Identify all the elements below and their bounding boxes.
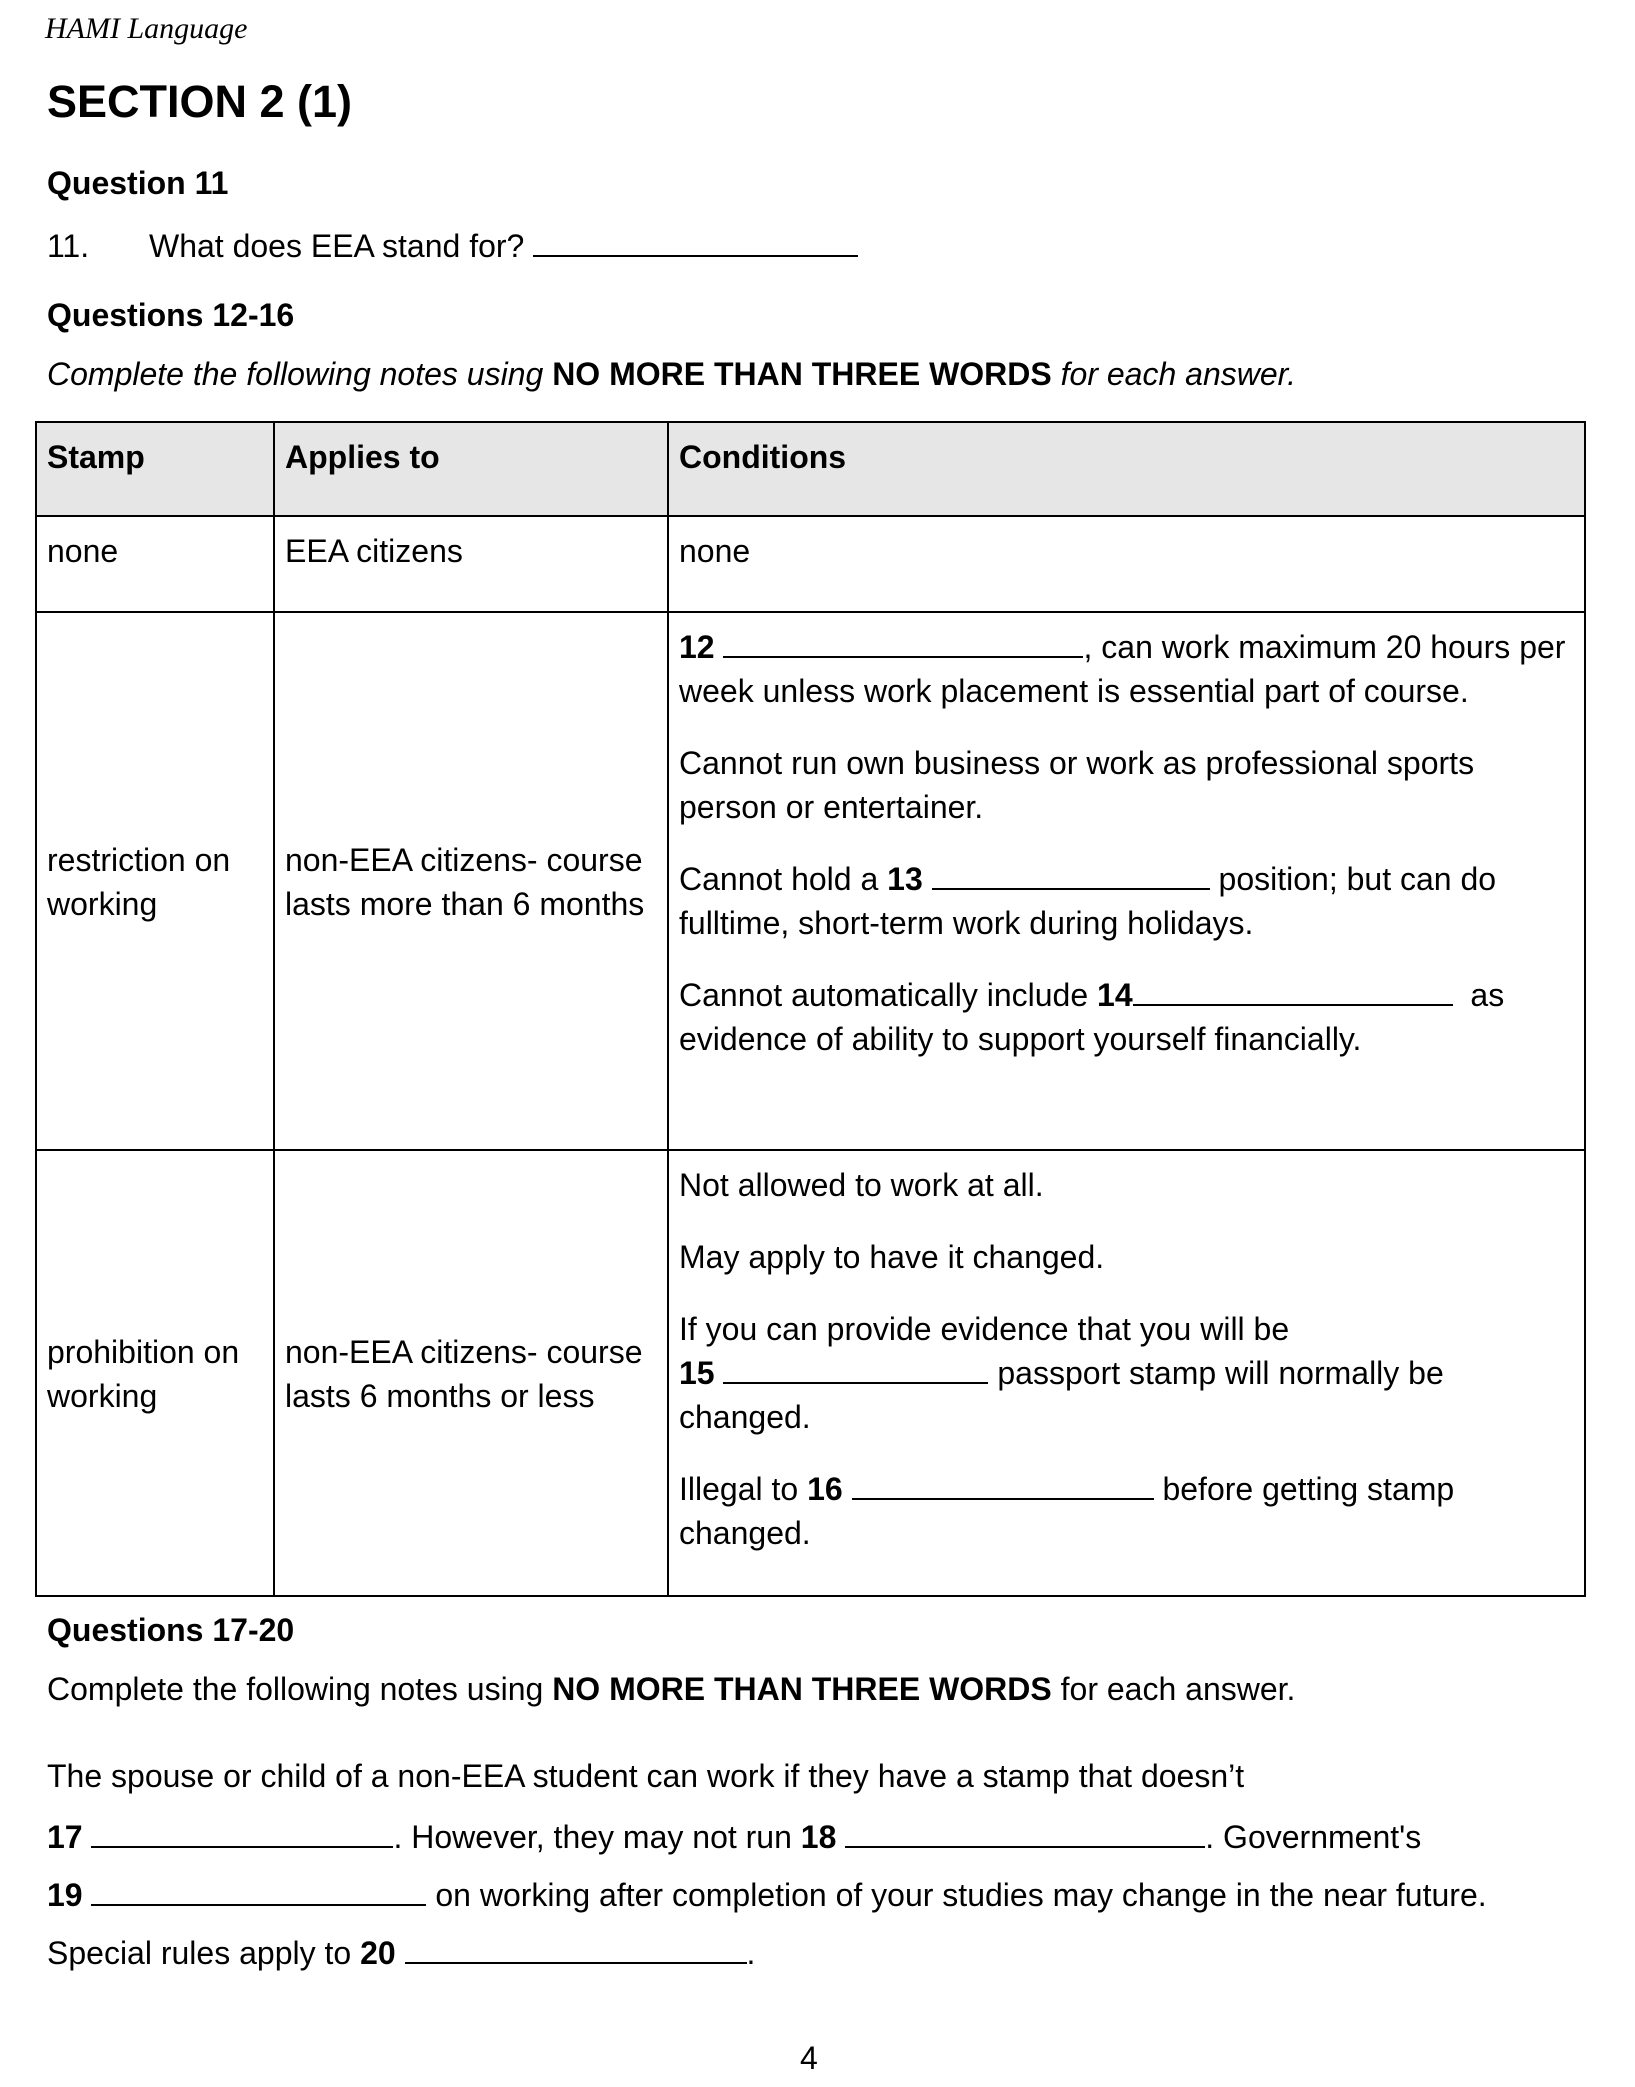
notes-line-3 [47,1874,1487,1914]
question-11-number: 11. [47,228,90,264]
question-number-19: 19 [47,1877,83,1913]
cell-applies: EEA citizens [274,516,668,612]
cell-conditions [668,612,1585,1150]
condition-text: before getting stamp changed. [679,1471,1455,1551]
condition-text: Cannot hold a [679,861,888,897]
condition-not-allowed: Not allowed to work at all. [679,1167,1044,1203]
condition-14 [679,973,1574,1061]
questions-12-16-instruction [47,356,1296,393]
condition-12 [679,625,1574,713]
table-row [36,612,1585,1150]
instruction-emphasis: NO MORE THAN THREE WORDS [552,1671,1052,1707]
notes-line-2 [47,1816,1421,1856]
condition-text: position; but can do fulltime, short-term work during holidays. [679,861,1497,941]
cell-conditions [668,1150,1585,1596]
instruction-emphasis: NO MORE THAN THREE WORDS [552,356,1052,392]
answer-blank-16[interactable] [852,1468,1154,1500]
instruction-text: Complete the following notes using [47,356,553,392]
question-number-17: 17 [47,1819,83,1855]
notes-text: . Government's [1205,1819,1422,1855]
question-11-text: What does EEA stand for? [149,228,525,264]
cell-stamp: restriction on working [36,612,274,1150]
questions-12-16-heading: Questions 12-16 [47,297,295,333]
section-title: SECTION 2 (1) [47,76,353,127]
notes-line-4 [47,1932,755,1972]
answer-blank-14[interactable] [1133,974,1453,1006]
notes-text: on working after completion of your studies may change in the near future. [426,1877,1487,1913]
cell-conditions: none [668,516,1585,612]
condition-apply: May apply to have it changed. [679,1239,1105,1275]
questions-17-20-instruction [47,1671,1295,1708]
instruction-text-end: for each answer. [1051,356,1296,392]
table-row [36,1150,1585,1596]
question-number-13: 13 [887,861,923,897]
question-11-line [47,225,858,265]
notes-text: Special rules apply to [47,1935,361,1971]
question-number-16: 16 [807,1471,843,1507]
answer-blank-20[interactable] [405,1932,747,1964]
condition-text: , can work maximum 20 hours per week unless work placement is essential part of course. [679,629,1566,709]
answer-blank-13[interactable] [932,858,1210,890]
header-stamp: Stamp [36,422,274,516]
cell-stamp: none [36,516,274,612]
answer-blank-11[interactable] [533,225,858,257]
notes-text: . [746,1935,756,1971]
condition-text: Cannot automatically include [679,977,1098,1013]
question-number-15: 15 [679,1355,715,1391]
question-11-heading: Question 11 [47,165,229,201]
notes-text: . However, they may not run [393,1819,801,1855]
table-row [36,516,1585,612]
header-conditions: Conditions [668,422,1585,516]
answer-blank-15[interactable] [723,1352,988,1384]
condition-text: passport stamp will normally be changed. [679,1355,1444,1435]
instruction-text-end: for each answer. [1051,1671,1296,1707]
answer-blank-17[interactable] [91,1816,393,1848]
condition-13 [679,857,1574,945]
cell-applies: non-EEA citizens- course lasts more than 6 months [274,612,668,1150]
condition-text: If you can provide evidence that you will be [679,1311,1290,1347]
questions-17-20-heading: Questions 17-20 [47,1612,295,1648]
condition-text: as evidence of ability to support yourself financially. [679,977,1505,1057]
question-number-20: 20 [360,1935,396,1971]
answer-blank-12[interactable] [723,626,1083,658]
condition-business: Cannot run own business or work as professional sports person or entertainer. [679,745,1475,825]
condition-15 [679,1307,1574,1439]
question-number-14: 14 [1097,977,1133,1013]
answer-blank-18[interactable] [845,1816,1205,1848]
header-applies-to: Applies to [274,422,668,516]
question-number-18: 18 [800,1819,837,1855]
notes-line-1: The spouse or child of a non-EEA student can work if they have a stamp that doesn’t [47,1758,1245,1794]
question-number-12: 12 [679,629,715,665]
stamp-conditions-table [35,421,1586,1597]
condition-text: Illegal to [679,1471,808,1507]
publisher-header: HAMI Language [45,12,248,45]
cell-stamp: prohibition on working [36,1150,274,1596]
table-header-row [36,422,1585,516]
cell-applies: non-EEA citizens- course lasts 6 months or less [274,1150,668,1596]
condition-16 [679,1467,1574,1555]
instruction-text: Complete the following notes using [47,1671,553,1707]
page-number: 4 [800,2040,818,2076]
answer-blank-19[interactable] [91,1874,426,1906]
